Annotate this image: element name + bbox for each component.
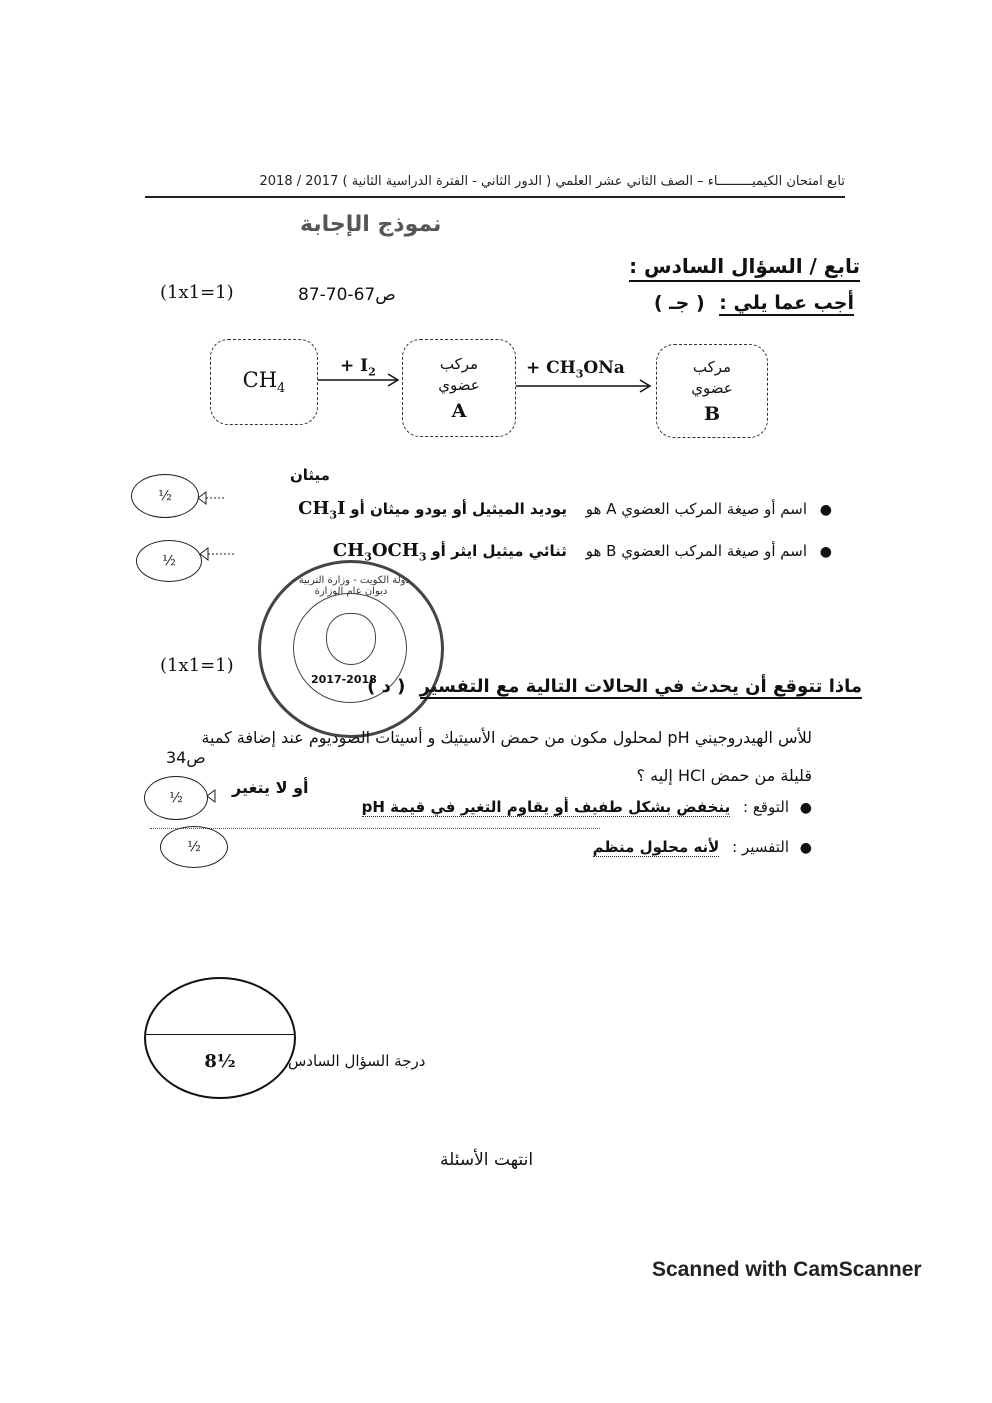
compound-b-text-1: مركب [692, 358, 732, 376]
part-d-label: ( د ) [367, 676, 406, 697]
reason-answer: لأنه محلول منظم [592, 838, 720, 856]
emblem-icon [326, 613, 376, 665]
methane-formula: $CH_4$ [242, 367, 286, 397]
item1-answer: يوديد الميثيل أو يودو ميثان أو [350, 500, 567, 518]
compound-a-text-2: عضوي [438, 376, 480, 394]
compound-b-text-2: عضوي [691, 379, 733, 397]
stamp-year: 2017-2018 [311, 673, 377, 686]
expect-line [362, 798, 812, 816]
compound-b-box [656, 344, 768, 438]
exam-header: تابع امتحان الكيميـــــــــاء – الصف الثاني عشر العلمي ( الدور الثاني - الفترة الدراسية الثانية ) 2017 / 2018 [145, 174, 845, 198]
part-d-score: (1x1=1) [160, 655, 234, 676]
camscanner-watermark: Scanned with CamScanner [652, 1258, 922, 1281]
section-title: تابع / السؤال السادس : [629, 254, 860, 282]
pointer-3 [205, 786, 235, 806]
mark-oval-3: ½ [144, 776, 208, 820]
handwritten-annotation-methane: ميثان [290, 466, 330, 484]
total-score-label: درجة السؤال السادس [288, 1052, 426, 1070]
total-divider [146, 1034, 294, 1035]
bullet-2: ● [819, 544, 832, 560]
compound-a-letter: A [451, 400, 467, 422]
pointer-2 [198, 544, 238, 564]
reason-label: التفسير : [732, 838, 789, 856]
end-of-questions: انتهت الأسئلة [440, 1150, 534, 1170]
stamp-text: دولة الكويت - وزارة التربية - ديوان عام الوزارة [292, 575, 410, 597]
part-d-paragraph-line2: قليلة من حمض HCl إليه ؟ [636, 766, 812, 785]
start-compound-box [210, 339, 318, 425]
dotted-divider [150, 828, 600, 829]
total-score-value: 8½ [204, 1051, 236, 1072]
part-c-label: ( جـ ) [653, 292, 705, 314]
bullet-3: ● [799, 800, 812, 816]
part-c-pages: ص67-70-87 [298, 285, 396, 305]
total-score-circle [144, 977, 296, 1099]
compound-b-letter: B [703, 403, 721, 425]
compound-a-text-1: مركب [439, 355, 479, 373]
part-d-page-ref: ص34 [166, 748, 206, 767]
official-stamp [258, 560, 444, 738]
reason-line [593, 838, 812, 856]
reagent-sodium-methoxide: + $CH_3ONa$ [526, 358, 625, 381]
part-d-heading [367, 676, 862, 697]
expect-handwritten: أو لا يتغير [232, 778, 309, 797]
mark-oval-1: ½ [131, 474, 199, 518]
expect-answer: ينخفض بشكل طفيف أو يقاوم التغير في قيمة pH [361, 798, 731, 816]
item2-formula: $CH_3OCH_3$ [332, 540, 427, 564]
part-c-question: أجب عما يلي : [719, 292, 854, 314]
item2-prompt: اسم أو صيغة المركب العضوي B هو [585, 542, 807, 560]
part-c-score: (1x1=1) [160, 282, 234, 303]
mark-oval-2: ½ [136, 540, 202, 582]
item2-answer: ثنائي ميثيل ايثر أو [431, 542, 567, 560]
part-d-question: ماذا تتوقع أن يحدث في الحالات التالية مع التفسير [419, 676, 862, 697]
bullet-1: ● [819, 502, 832, 518]
pointer-1 [196, 488, 226, 508]
model-answer-title: نموذج الإجابة [300, 212, 442, 237]
item1-formula: $CH_3I$ [298, 498, 346, 522]
bullet-4: ● [799, 840, 812, 856]
item2-line [333, 540, 832, 564]
part-d-paragraph-line1: للأس الهيدروجيني pH لمحلول مكون من حمض الأسيتيك و أسيتات الصوديوم عند إضافة كمية [201, 728, 812, 747]
reagent-iodine: + $I_2$ [340, 356, 376, 379]
item1-line [298, 498, 832, 522]
mark-oval-4: ½ [160, 826, 228, 868]
part-c-heading [654, 292, 854, 314]
expect-label: التوقع : [743, 798, 789, 816]
item1-prompt: اسم أو صيغة المركب العضوي A هو [585, 500, 807, 518]
compound-a-box [402, 339, 516, 437]
